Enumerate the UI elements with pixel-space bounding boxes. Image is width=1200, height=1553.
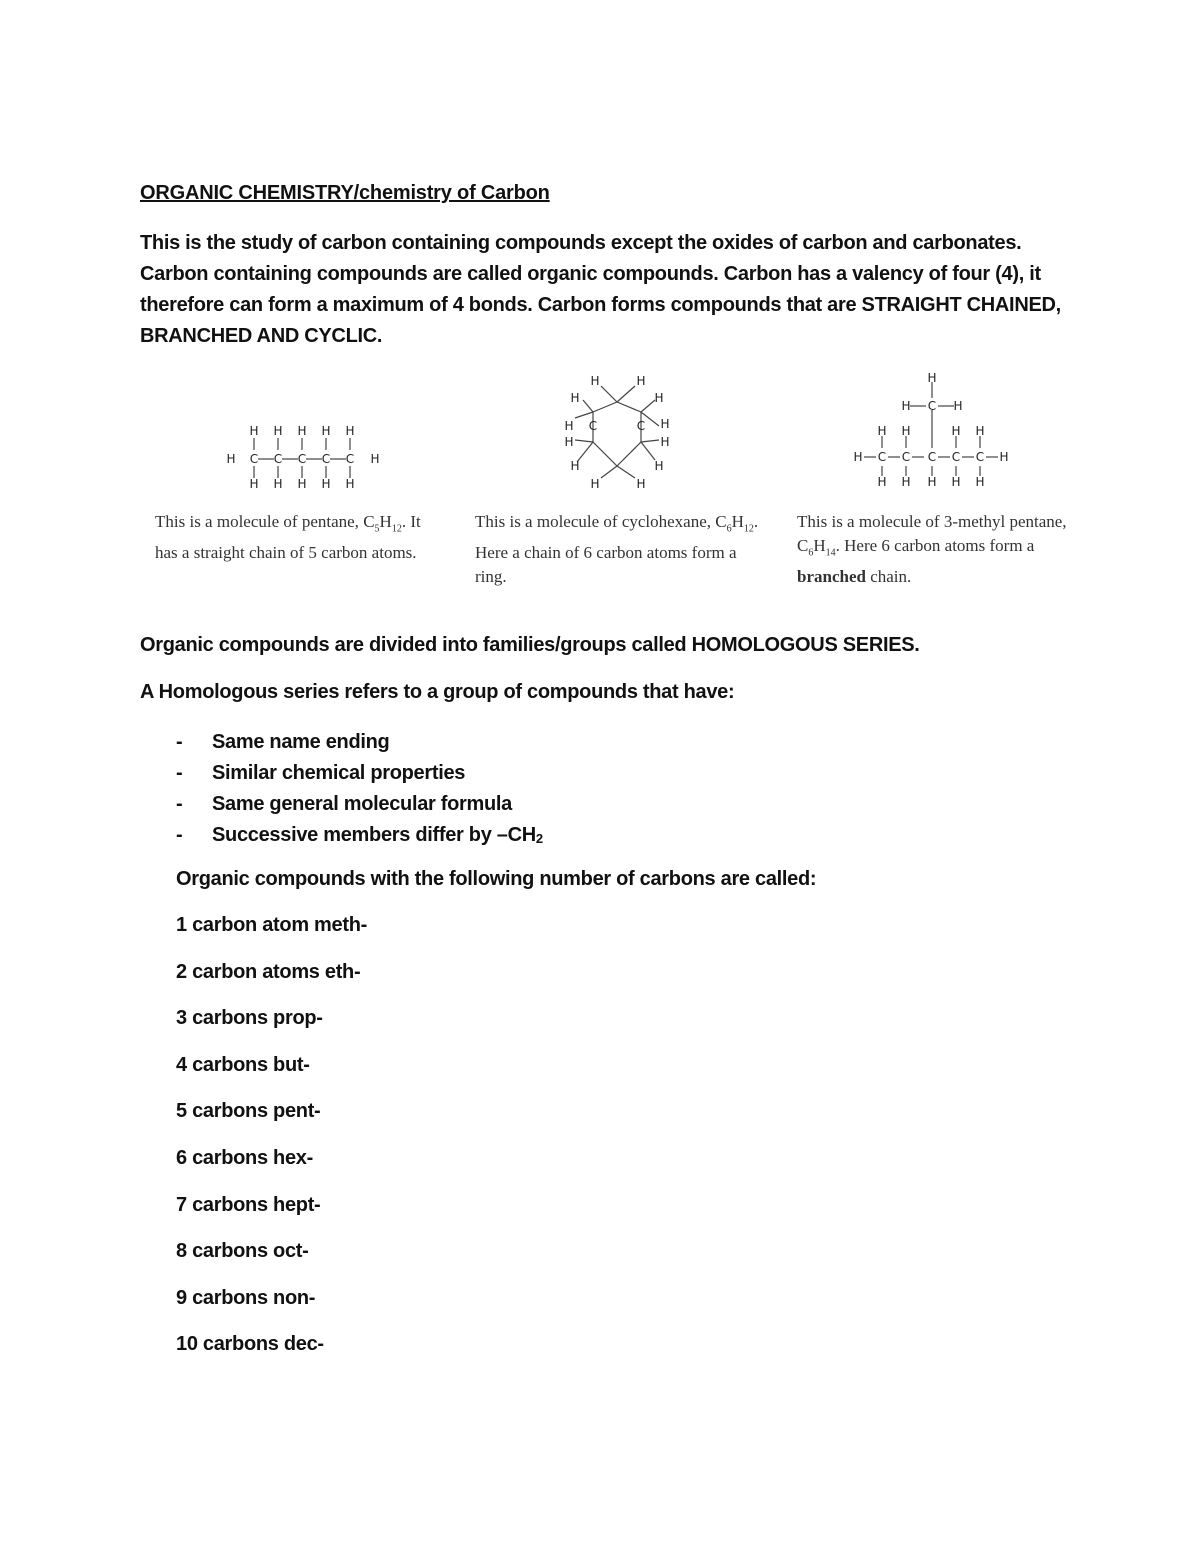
- svg-text:H: H: [927, 475, 937, 489]
- list-item: 9 carbons non-: [176, 1286, 316, 1309]
- svg-text:H: H: [927, 371, 937, 385]
- homologous-intro: Organic compounds are divided into families/groups called HOMOLOGOUS SERIES.: [140, 634, 920, 656]
- svg-text:H: H: [249, 477, 259, 491]
- svg-text:H: H: [321, 477, 331, 491]
- svg-text:H: H: [321, 424, 331, 438]
- svg-text:H: H: [345, 424, 355, 438]
- pentane-caption: This is a molecule of pentane, $C_5H_{12}$. It has a straight chain of 5 carbon atoms.: [155, 512, 421, 563]
- naming-intro: Organic compounds with the following number of carbons are called:: [176, 868, 817, 890]
- list-item: - Successive members differ by $-CH_2$: [176, 824, 543, 846]
- svg-text:C: C: [927, 399, 937, 413]
- svg-text:H: H: [297, 477, 307, 491]
- svg-text:C: C: [297, 452, 307, 466]
- svg-text:H: H: [654, 391, 664, 405]
- svg-text:C: C: [636, 419, 646, 433]
- svg-text:H: H: [951, 424, 961, 438]
- list-item: - Same general molecular formula: [176, 793, 513, 815]
- list-item: 2 carbon atoms eth-: [176, 960, 361, 983]
- list-item: - Similar chemical properties: [176, 762, 466, 784]
- cyclohexane-structure-diagram: [555, 370, 685, 500]
- svg-text:H: H: [654, 459, 664, 473]
- svg-text:H: H: [951, 475, 961, 489]
- list-item: - Same name ending: [176, 731, 390, 753]
- svg-text:H: H: [999, 450, 1009, 464]
- svg-text:H: H: [370, 452, 380, 466]
- svg-text:C: C: [249, 452, 259, 466]
- prefix-list: [176, 913, 367, 1379]
- svg-text:H: H: [345, 477, 355, 491]
- page-title: ORGANIC CHEMISTRY/chemistry of Carbon: [140, 182, 550, 204]
- svg-text:H: H: [975, 424, 985, 438]
- svg-text:H: H: [570, 459, 580, 473]
- svg-text:C: C: [927, 450, 937, 464]
- pentane-figure: [222, 370, 392, 500]
- svg-text:H: H: [590, 374, 600, 388]
- methylpentane-caption: This is a molecule of 3-methyl pentane, $C_6H_{14}$. Here 6 carbon atoms form a branched chain.: [797, 512, 1067, 587]
- list-item: 5 carbons pent-: [176, 1100, 321, 1123]
- svg-text:H: H: [570, 391, 580, 405]
- svg-text:C: C: [951, 450, 961, 464]
- svg-text:C: C: [273, 452, 283, 466]
- svg-text:H: H: [226, 452, 236, 466]
- svg-text:C: C: [877, 450, 887, 464]
- cyclohexane-caption: This is a molecule of cyclohexane, $C_6H_{12}$. Here a chain of 6 carbon atoms form a ring.: [475, 512, 759, 587]
- list-item: 4 carbons but-: [176, 1053, 310, 1076]
- list-item: 6 carbons hex-: [176, 1146, 313, 1169]
- svg-text:H: H: [660, 435, 670, 449]
- list-item: 7 carbons hept-: [176, 1193, 321, 1216]
- svg-text:C: C: [901, 450, 911, 464]
- svg-text:H: H: [590, 477, 600, 491]
- methylpentane-figure: [848, 370, 1018, 500]
- list-item: 8 carbons oct-: [176, 1240, 309, 1263]
- svg-text:H: H: [636, 477, 646, 491]
- svg-text:H: H: [901, 424, 911, 438]
- svg-text:H: H: [249, 424, 259, 438]
- svg-text:H: H: [953, 399, 963, 413]
- list-item: 3 carbons prop-: [176, 1007, 323, 1030]
- svg-text:C: C: [975, 450, 985, 464]
- cyclohexane-figure: [555, 370, 685, 500]
- properties-list: [140, 727, 543, 851]
- svg-text:H: H: [297, 424, 307, 438]
- pentane-structure-diagram: [222, 370, 392, 500]
- svg-text:H: H: [636, 374, 646, 388]
- svg-text:H: H: [901, 475, 911, 489]
- svg-text:H: H: [877, 475, 887, 489]
- intro-paragraph: This is the study of carbon containing compounds except the oxides of carbon and carbonates. Carbon containing compounds are called organic compounds. Carbon has a valency of four (4), it therefore can form a maximum of 4 bonds. Carbon forms compounds that are STRAIGHT CHAINED, BRANCHED AND CYCLIC.: [140, 232, 1061, 347]
- svg-text:H: H: [853, 450, 863, 464]
- svg-text:C: C: [321, 452, 331, 466]
- svg-text:H: H: [273, 477, 283, 491]
- svg-text:H: H: [564, 419, 574, 433]
- svg-text:H: H: [975, 475, 985, 489]
- svg-text:H: H: [901, 399, 911, 413]
- methylpentane-structure-diagram: [848, 370, 1018, 500]
- list-item: 10 carbons dec-: [176, 1333, 324, 1356]
- list-item: 1 carbon atom meth-: [176, 914, 367, 936]
- homologous-definition: A Homologous series refers to a group of compounds that have:: [140, 681, 735, 703]
- svg-text:H: H: [660, 417, 670, 431]
- svg-text:C: C: [345, 452, 355, 466]
- svg-text:H: H: [564, 435, 574, 449]
- svg-text:H: H: [273, 424, 283, 438]
- svg-text:C: C: [588, 419, 598, 433]
- svg-text:H: H: [877, 424, 887, 438]
